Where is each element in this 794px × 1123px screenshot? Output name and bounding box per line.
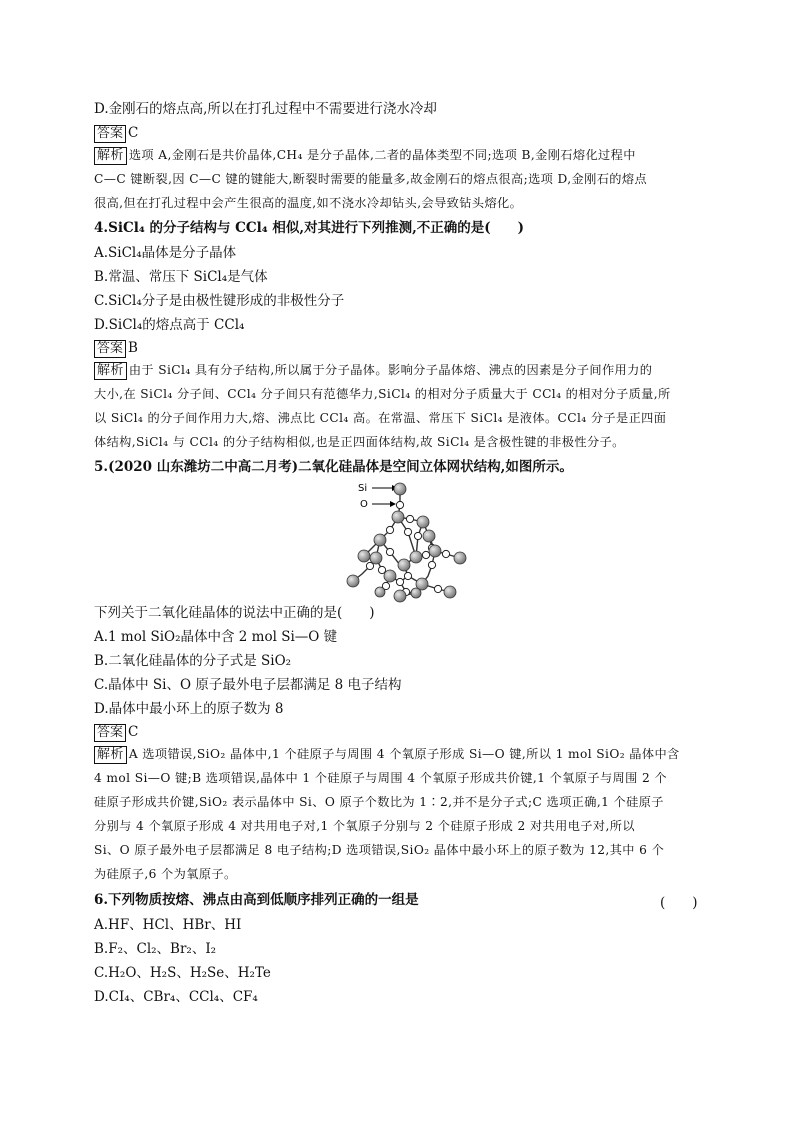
analysis-line: 解析 由于 SiCl₄ 具有分子结构,所以属于分子晶体。影响分子晶体熔、沸点的因素是分子间作用力的 [94,358,700,382]
q5-analysis [94,742,700,886]
analysis-line: C—C 键断裂,因 C—C 键的键能大,断裂时需要的能量多,故金刚石的熔点很高;选项 D,金刚石的熔点 [94,172,648,186]
q5-question: 下列关于二氧化硅晶体的说法中正确的是( ) [94,605,375,621]
q5-option-d: D.晶体中最小环上的原子数为 8 [94,701,284,717]
analysis-line: 硅原子形成共价键,SiO₂ 表示晶体中 Si、O 原子个数比为 1∶2,并不是分子式;C 选项正确,1 个硅原子 [94,795,664,809]
bonds [353,489,460,596]
answer-value: B [128,340,138,356]
answer-tag: 答案 [94,724,126,742]
analysis-line: 解析 选项 A,金刚石是共价晶体,CH₄ 是分子晶体,二者的晶体类型不同;选项 B,金刚石熔化过程中 [94,143,700,167]
q4-answer [94,339,138,358]
q4-analysis [94,358,700,454]
analysis-line: 分别与 4 个氧原子形成 4 对共用电子对,1 个氧原子分别与 2 个硅原子形成 2 对共用电子对,所以 [94,819,635,833]
analysis-line: Si、O 原子最外电子层都满足 8 电子结构;D 选项错误,SiO₂ 晶体中最小环上的原子数为 12,其中 6 个 [94,843,665,857]
analysis-tag: 解析 [94,362,127,380]
analysis-line: 解析 A 选项错误,SiO₂ 晶体中,1 个硅原子与周围 4 个氧原子形成 Si—O 键,所以 1 mol SiO₂ 晶体中含 [94,742,700,766]
q3-answer [94,124,138,143]
answer-value: C [128,724,139,740]
answer-tag: 答案 [94,125,126,143]
q6-option-c: C.H₂O、H₂S、H₂Se、H₂Te [94,965,271,981]
analysis-line: 以 SiCl₄ 的分子间作用力大,熔、沸点比 CCl₄ 高。在常温、常压下 SiCl₄ 是液体。CCl₄ 分子是正四面 [94,411,667,425]
analysis-line: 大小,在 SiCl₄ 分子间、CCl₄ 分子间只有范德华力,SiCl₄ 的相对分子质量大于 CCl₄ 的相对分子质量,所 [94,387,671,401]
q4-stem: 4.SiCl₄ 的分子结构与 CCl₄ 相似,对其进行下列推测,不正确的是( ) [94,220,525,236]
q5-answer [94,723,138,742]
q5-option-c: C.晶体中 Si、O 原子最外电子层都满足 8 电子结构 [94,677,402,693]
q4-option-a: A.SiCl₄晶体是分子晶体 [94,245,237,261]
q6-answer-paren: ( ) [660,895,698,911]
analysis-line: 体结构,SiCl₄ 与 CCl₄ 的分子结构相似,也是正四面体结构,故 SiCl₄ 是含极性键的非极性分子。 [94,435,625,449]
q5-option-a: A.1 mol SiO₂晶体中含 2 mol Si—O 键 [94,629,338,645]
o-label: O [360,499,368,510]
q4-option-b: B.常温、常压下 SiCl₄是气体 [94,269,268,285]
analysis-tag: 解析 [94,147,127,165]
answer-value: C [128,125,139,141]
answer-tag: 答案 [94,340,126,358]
q4-option-d: D.SiCl₄的熔点高于 CCl₄ [94,317,245,333]
analysis-line: 为硅原子,6 个为氧原子。 [94,867,237,881]
q6-option-b: B.F₂、Cl₂、Br₂、I₂ [94,941,217,957]
sio2-crystal-figure [320,478,500,603]
q6-option-d: D.CI₄、CBr₄、CCl₄、CF₄ [94,989,258,1005]
q5-option-b: B.二氧化硅晶体的分子式是 SiO₂ [94,653,292,669]
analysis-line: 4 mol Si—O 键;B 选项错误,晶体中 1 个硅原子与周围 4 个氧原子形成共价键,1 个氧原子与周围 2 个 [94,771,668,785]
analysis-tag: 解析 [94,746,127,764]
q6-option-a: A.HF、HCl、HBr、HI [94,917,242,933]
q3-analysis [94,143,700,215]
si-label: Si [358,483,368,494]
analysis-line: 很高,但在打孔过程中会产生很高的温度,如不浇水冷却钻头,会导致钻头熔化。 [94,196,523,210]
q3-option-d: D.金刚石的熔点高,所以在打孔过程中不需要进行浇水冷却 [94,101,437,117]
q4-option-c: C.SiCl₄分子是由极性键形成的非极性分子 [94,293,345,309]
q6-stem: 6.下列物质按熔、沸点由高到低顺序排列正确的一组是 [94,892,419,908]
q5-stem: 5.(2020 山东潍坊二中高二月考)二氧化硅晶体是空间立体网状结构,如图所示。 [94,459,573,475]
